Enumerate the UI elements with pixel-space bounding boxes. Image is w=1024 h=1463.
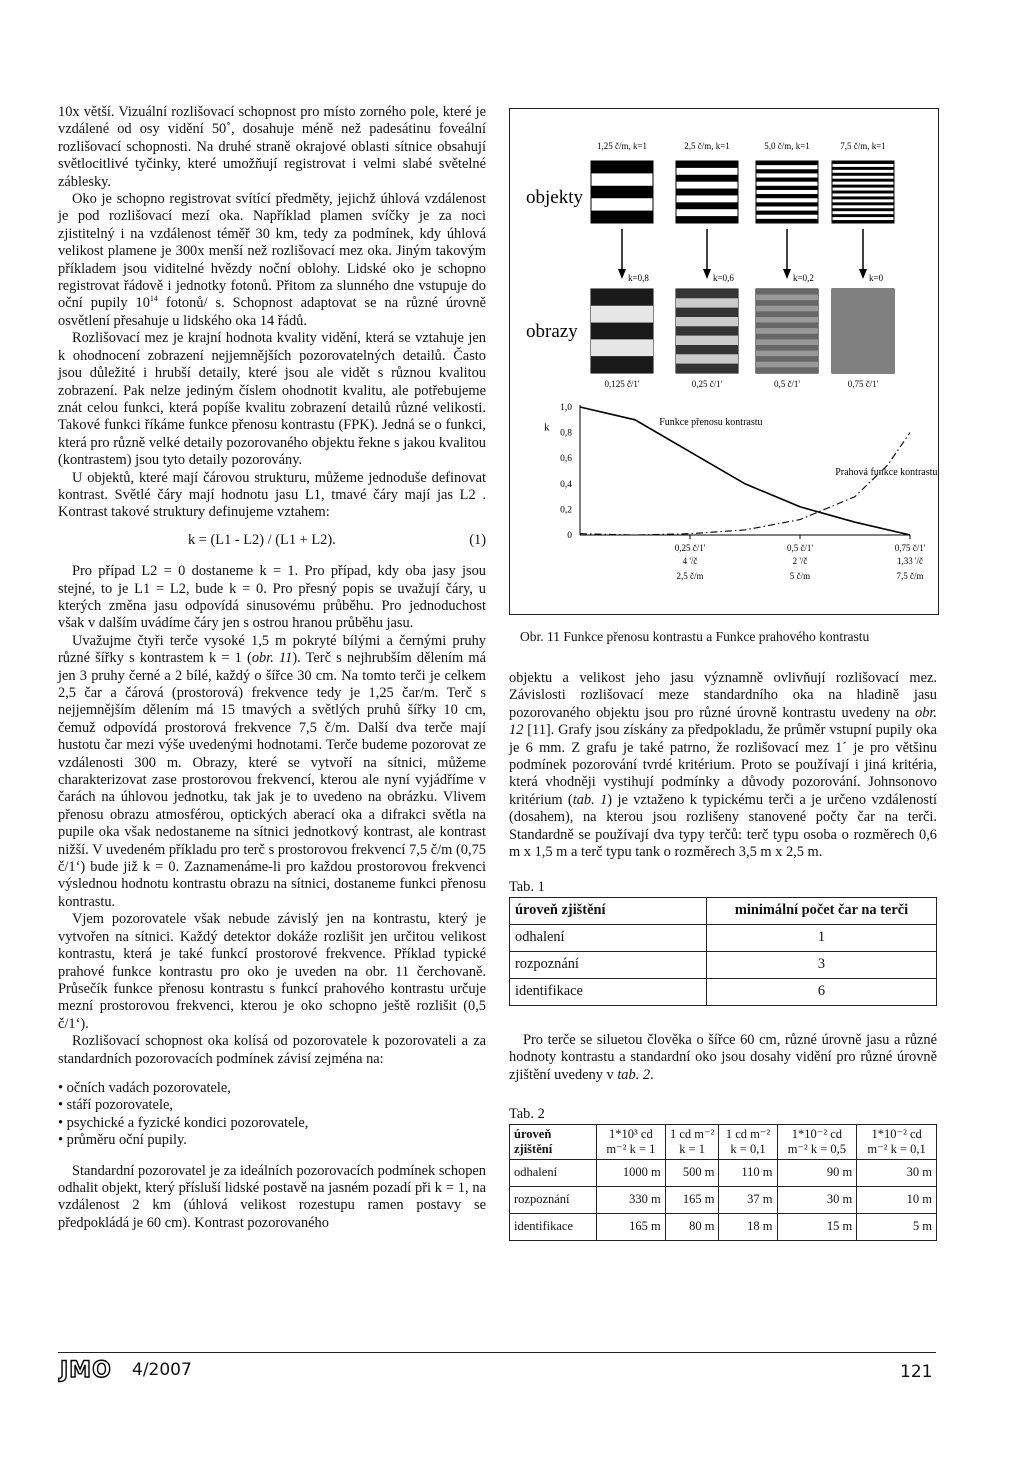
image-stripe [676, 354, 738, 363]
paragraph: U objektů, které mají čárovou strukturu, můžeme jednoduše definovat kontrast. Světlé čáry mají hodnotu jasu L1, tmavé čáry mají jas L2 . Kontrast takové struktury definujeme vztahem: [58, 469, 486, 521]
table-cell: 37 m [719, 1186, 777, 1213]
label-objects: objekty [526, 187, 583, 208]
paragraph: Pro případ L2 = 0 dostaneme k = 1. Pro případ, kdy oba jasy jsou stejné, to je L1 = L2, bude k = 0. Pro přesný popis se uvažují čáry, u kterých změna jasu odpovídá sinusovému průběhu. Pro jednoduchost však v dalším uvádíme čáry jen s ostrou hranou průběhu jasu. [58, 563, 486, 632]
table-cell: rozpoznání [510, 1186, 597, 1213]
table-row [510, 978, 937, 1005]
table-row [510, 1159, 937, 1186]
equation-number: (1) [469, 531, 486, 548]
target-frequency-label: 2,5 č/m, k=1 [684, 141, 730, 151]
target-stripe [832, 214, 894, 217]
image-stripe [676, 364, 738, 373]
table-cell: 80 m [665, 1213, 719, 1240]
image-stripe [832, 321, 894, 325]
target-stripe [832, 173, 894, 176]
target-stripe [832, 191, 894, 194]
target-stripe [756, 186, 818, 190]
contrast-label: k=0,2 [793, 273, 814, 283]
target-stripe [676, 175, 738, 182]
list-item: • stáří pozorovatele, [58, 1097, 486, 1114]
target-stripe [676, 161, 738, 168]
table-cell: 6 [707, 978, 937, 1005]
image-stripe [756, 345, 818, 351]
angular-frequency-label: 0,75 č/1' [847, 379, 879, 389]
image-stripe [832, 317, 894, 321]
table-row [510, 1213, 937, 1240]
x-tick-label: 7,5 č/m [896, 571, 924, 581]
x-tick-label: 5 č/m [789, 571, 811, 581]
page-number: 121 [900, 1362, 933, 1382]
target-stripe [591, 211, 653, 223]
image-stripe [591, 356, 653, 373]
target-stripe [832, 185, 894, 188]
angular-frequency-label: 0,25 č/1' [691, 379, 723, 389]
image-stripe [832, 297, 894, 301]
image-stripe [832, 365, 894, 369]
image-stripe [756, 289, 818, 295]
image-stripe [591, 289, 653, 306]
image-stripe [676, 298, 738, 307]
target-stripe [832, 202, 894, 205]
table-header: 1*10³ cd m⁻² k = 1 [597, 1124, 666, 1159]
table-header: 1*10⁻² cd m⁻² k = 0,5 [777, 1124, 857, 1159]
target-stripe [756, 202, 818, 206]
target-stripe [832, 167, 894, 170]
table-reference: tab. 1 [572, 791, 608, 808]
image-stripe [756, 323, 818, 329]
image-stripe [756, 367, 818, 373]
image-stripe [676, 326, 738, 335]
figure-reference: obr. 12 [509, 704, 937, 739]
table-cell: 165 m [597, 1213, 666, 1240]
target-stripe [756, 169, 818, 173]
threshold-curve-label: Prahová funkce kontrastu [835, 466, 938, 478]
contrast-label: k=0,8 [628, 273, 649, 283]
image-stripe [676, 317, 738, 326]
image-stripe [832, 353, 894, 357]
transfer-curve-label: Funkce přenosu kontrastu [659, 416, 763, 428]
image-stripe [832, 345, 894, 349]
paragraph: Vjem pozorovatele však nebude závislý jen na kontrastu, který je vytvořen na sítnici. Každý detektor dokáže rozlišit jen určitou velikost kontrastu, která je také funkcí prostorové frekvence. Příklad typické prahové funkce kontrastu pro oko je uveden na obr. 11 čerchovaně. Průsečík funkce přenosu kontrastu s funkcí prahového kontrastu určuje mezní prostorovou frekvenci, kterou je oko schopno ještě rozlišit (0,5 č/1‘). [58, 911, 486, 1032]
paragraph: objektu a velikost jeho jasu významně ovlivňují rozlišovací mez. Závislosti rozlišovací meze standardního oka na hladině jasu pozorovaného objektu jsou pro různé úrovně kontrastu uvedeny na obr. 12 [11]. Grafy jsou získány za předpokladu, že průměr vstupní pupily oka je 6 mm. Z grafu je také patrno, že rozlišovací mez 1´ je pro většinu podmínek pozorování tvrdé kritérium. Proto se používají i jiná kritéria, která vhodněji vystihují podmínky a důvody pozorování. Johnsonovo kritérium (tab. 1) je vztaženo k typickému terči a je určeno vzdáleností (dosahem), na kterou jsou rozlišeny stanovené počty čar na terči. Standardně se používají dva typy terčů: terč typu osoba o rozměrech 0,6 m x 1,5 m a terč typu tank o rozměrech 3,5 m x 2,5 m. [509, 670, 937, 861]
image-stripe [832, 361, 894, 365]
target-stripe [832, 179, 894, 182]
table-cell: 90 m [777, 1159, 857, 1186]
image-stripe [591, 306, 653, 323]
table-header: 1 cd m⁻² k = 0,1 [719, 1124, 777, 1159]
target-stripe [756, 194, 818, 198]
list-item: • průměru oční pupily. [58, 1132, 486, 1149]
arrow-head [703, 269, 711, 279]
image-stripe [676, 308, 738, 317]
table-cell: 500 m [665, 1159, 719, 1186]
label-images: obrazy [526, 321, 578, 342]
image-stripe [756, 362, 818, 368]
table-row [510, 924, 937, 951]
x-tick-label: 2,5 č/m [676, 571, 704, 581]
image-stripe [676, 336, 738, 345]
target-stripe [756, 178, 818, 182]
table-cell: 5 m [857, 1213, 937, 1240]
table-header: 1*10⁻² cd m⁻² k = 0,1 [857, 1124, 937, 1159]
figure-graphic [510, 109, 938, 614]
left-column [58, 104, 486, 1232]
arrow-head [618, 269, 626, 279]
table-reference: tab. 2 [617, 1066, 651, 1083]
target-stripe [756, 211, 818, 215]
table-cell: 30 m [777, 1186, 857, 1213]
table-cell: odhalení [510, 924, 707, 951]
figure-reference: obr. 11 [251, 650, 293, 667]
image-stripe [832, 305, 894, 309]
journal-logo: JMO [60, 1358, 112, 1383]
contrast-label: k=0 [869, 273, 884, 283]
y-tick-label: 1,0 [560, 403, 572, 413]
image-stripe [832, 313, 894, 317]
table-1 [509, 897, 937, 1006]
table-cell: 3 [707, 951, 937, 978]
angular-frequency-label: 0,125 č/1' [604, 379, 640, 389]
x-tick-label: 1,33 '/č [896, 556, 924, 566]
list-item: • očních vadách pozorovatele, [58, 1080, 486, 1097]
x-tick-label: 0,75 č/1' [894, 543, 926, 553]
table-header-row [510, 1124, 937, 1159]
table-cell: 1 [707, 924, 937, 951]
image-stripe [591, 339, 653, 356]
image-stripe [756, 356, 818, 362]
paragraph: Oko je schopno registrovat svítící předměty, jejichž úhlová vzdálenost je pod rozlišovací mezí oka. Například plamen svíčky je za noci zjistitelný i na vzdálenost téměř 30 km, tedy za podmínek, kdy úhlová velikost plamene je 300x menší než rozlišovací mez oka. Jiným takovým příkladem jsou viditelné hvězdy noční oblohy. Lidské oko je schopno registrovat řádově i jednotky fotonů. Přitom za slunného dne vstupuje do oční pupily $10^{14}$ fotonů/ s. Schopnost adaptovat se na různé úrovně osvětlení přesahuje u lidského oka 14 řádů. [58, 191, 486, 329]
target-frequency-label: 7,5 č/m, k=1 [840, 141, 886, 151]
target-stripe [591, 186, 653, 198]
table-cell: 30 m [857, 1159, 937, 1186]
table-cell: 165 m [665, 1186, 719, 1213]
table-cell: 110 m [719, 1159, 777, 1186]
image-stripe [756, 295, 818, 301]
target-stripe [676, 216, 738, 223]
footer-rule [58, 1352, 936, 1353]
y-tick-label: 0,2 [560, 505, 572, 516]
bullet-list [58, 1080, 486, 1150]
table-cell: 1000 m [597, 1159, 666, 1186]
table-header-row [510, 897, 937, 924]
y-tick-label: 0 [567, 531, 572, 541]
table-cell: rozpoznání [510, 951, 707, 978]
table-row [510, 951, 937, 978]
paragraph: Standardní pozorovatel je za ideálních pozorovacích podmínek schopen odhalit objekt, který přísluší lidské postavě na jasném pozadí při k = 1, na vzdálenost 2 km (úhlová velikost rozestupu ramen postavy se předpokládá je 60 cm). Kontrast pozorovaného [58, 1162, 486, 1231]
image-stripe [756, 306, 818, 312]
image-stripe [832, 337, 894, 341]
table-cell: identifikace [510, 978, 707, 1005]
image-stripe [832, 369, 894, 373]
y-tick-label: 0,4 [560, 479, 572, 490]
x-tick-label: 4 '/č [682, 556, 698, 566]
x-tick-label: 2 '/č [792, 556, 808, 566]
image-stripe [832, 301, 894, 305]
x-tick-label: 0,5 č/1' [786, 543, 814, 553]
issue-number: 4/2007 [132, 1360, 192, 1380]
target-stripe [676, 189, 738, 196]
table-cell: odhalení [510, 1159, 597, 1186]
table-cell: 10 m [857, 1186, 937, 1213]
list-item: • psychické a fyzické kondici pozorovatele, [58, 1115, 486, 1132]
figure-caption: Obr. 11 Funkce přenosu kontrastu a Funkce prahového kontrastu [520, 629, 870, 644]
x-tick-label: 0,25 č/1' [674, 543, 706, 553]
table-header: úroveň zjištění [510, 897, 707, 924]
image-stripe [832, 289, 894, 293]
image-stripe [676, 345, 738, 354]
targets-group [591, 141, 894, 389]
table-header: 1 cd m⁻² k = 1 [665, 1124, 719, 1159]
image-stripe [832, 333, 894, 337]
paragraph: 10x větší. Vizuální rozlišovací schopnost pro místo zorného pole, které je vzdálené od osy vidění 50˚, dosahuje méně než padesátinu foveální rozlišovací schopnosti. Na druhé straně okrajové oblasti sítnice obsahují světlocitlivé tyčinky, které umožňují registrovat i velmi slabé světelné záblesky. [58, 104, 486, 190]
target-stripe [832, 220, 894, 223]
table-caption: Tab. 2 [509, 1106, 545, 1123]
target-stripe [591, 161, 653, 173]
table-2 [509, 1124, 937, 1241]
angular-frequency-label: 0,5 č/1' [773, 379, 801, 389]
image-stripe [676, 289, 738, 298]
target-stripe [756, 219, 818, 223]
paragraph: Rozlišovací mez je krajní hodnota kvality vidění, která se vztahuje jen k ohodnocení zobrazení nejjemnějších pozorovatelných detailů. Často jsou důležité i hrubší detaily, které jsou ale vidět s různou kvalitou zobrazení. Pak nelze jediným číslem ohodnotit kvalitu, ale potřebujeme znát celou funkci, která popíše kvalitu zobrazení detailů různé velikosti. Takové funkci říkáme funkce přenosu kontrastu (FPK). Jedná se o funkci, která pro různě velké detaily pozorovaného objektu řekne s jakou kvalitou (kontrastem) jsou tyto detaily pozorovány. [58, 330, 486, 469]
table-row [510, 1186, 937, 1213]
image-stripe [756, 300, 818, 306]
image-stripe [756, 311, 818, 317]
image-stripe [832, 341, 894, 345]
table-header: úroveň zjištění [510, 1124, 597, 1159]
target-stripe [676, 202, 738, 209]
arrow-head [783, 269, 791, 279]
image-stripe [832, 309, 894, 313]
table-caption: Tab. 1 [509, 879, 545, 896]
right-column [509, 670, 937, 1241]
target-frequency-label: 5,0 č/m, k=1 [764, 141, 810, 151]
image-stripe [832, 293, 894, 297]
target-stripe [832, 161, 894, 164]
equation [58, 532, 486, 549]
image-stripe [832, 325, 894, 329]
target-stripe [832, 208, 894, 211]
image-stripe [832, 349, 894, 353]
paragraph: Pro terče se siluetou člověka o šířce 60 cm, různé úrovně jasu a různé hodnoty kontrastu a standardní oko jsou dosahy vidění pro různé úrovně zjištění uvedeny v tab. 2. [509, 1031, 937, 1083]
image-stripe [756, 339, 818, 345]
contrast-label: k=0,6 [713, 273, 734, 283]
image-stripe [591, 323, 653, 340]
contrast-chart [544, 403, 937, 581]
table-cell: identifikace [510, 1213, 597, 1240]
arrow-head [859, 269, 867, 279]
target-stripe [832, 196, 894, 199]
image-stripe [832, 329, 894, 333]
y-tick-label: 0,6 [560, 454, 572, 465]
image-stripe [756, 317, 818, 323]
equation-text: k = (L1 - L2) / (L1 + L2). [188, 531, 336, 548]
image-stripe [832, 357, 894, 361]
image-stripe [756, 351, 818, 357]
y-axis-label: k [544, 421, 550, 434]
image-stripe [756, 328, 818, 334]
paragraph: Rozlišovací schopnost oka kolísá od pozorovatele k pozorovateli a za standardních pozorovacích podmínek závisí zejména na: [58, 1033, 486, 1067]
target-frequency-label: 1,25 č/m, k=1 [596, 141, 648, 151]
target-stripe [756, 161, 818, 165]
image-stripe [756, 334, 818, 340]
y-tick-label: 0,8 [560, 428, 572, 439]
table-cell: 330 m [597, 1186, 666, 1213]
table-cell: 18 m [719, 1213, 777, 1240]
table-cell: 15 m [777, 1213, 857, 1240]
table-header: minimální počet čar na terči [707, 897, 937, 924]
figure-11 [509, 108, 939, 615]
paragraph: Uvažujme čtyři terče vysoké 1,5 m pokryté bílými a černými pruhy různé šířky s kontrastem k = 1 (obr. 11). Terč s nejhrubším dělením má jen 3 pruhy černé a 2 bílé, každý o šířce 30 cm. Na tomto terči je celkem 2,5 čar a čárová (prostorová) frekvence tedy je 1,25 čar/m. Terč s nejjemnějším dělením má 15 tmavých a světlých pruhů šířky 10 cm, čemuž odpovídá prostorová frekvence 7,5 č/m. Další dva terče mají hustotu čar mezi výše uvedenými hodnotami. Terče budeme pozorovat ze vzdálenosti 300 m. Obrazy, které se vytvoří na sítnici, můžeme charakterizovat zase prostorovou frekvencí, kterou ale nyní vyjádříme v čarách na úhlovou jednotku, tak jak je to uvedeno na obrázku. Vlivem přenosu obrazu atmosférou, optických aberací oka a difrakci světla na pupile oka však nedostaneme na sítnici jednotkový kontrast, ale kontrast nižší. V uvedeném příkladu pro terč s prostorovou frekvencí 7,5 č/m (0,75 č/1‘) bude již k = 0. Zaznamenáme-li pro každou prostorovou frekvenci výslednou hodnotu kontrastu obrazu na sítnici, dostaneme funkci přenosu kontrastu. [58, 632, 486, 910]
